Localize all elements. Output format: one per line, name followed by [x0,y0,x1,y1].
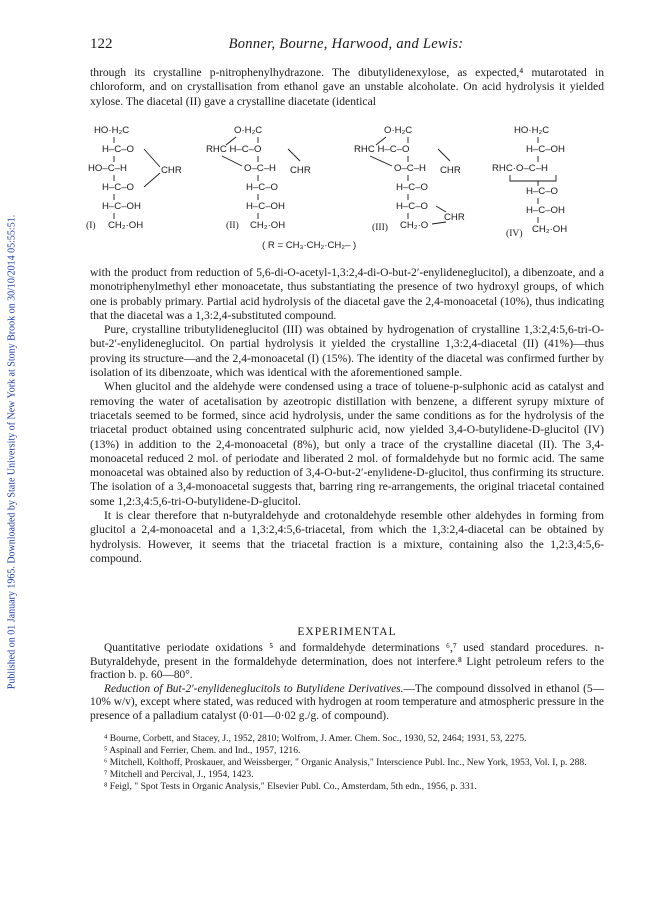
bond [438,149,450,161]
formula-III-line-2: RHC H–C–O [354,144,410,155]
formula-I-line-1: HO·H₂C [94,125,130,136]
running-head: Bonner, Bourne, Harwood, and Lewis: [228,36,464,52]
formula-III-label: (III) [372,222,388,233]
footnote-5: ⁵ Aspinall and Ferrier, Chem. and Ind., 1957, 1216. [104,745,301,756]
body-paragraph-1: with the product from reduction of 5,6-di-O-acetyl-1,3:2,4-di-O-but-2′-enylideneglucitol), a dibenzoate, and a monotriphenylmethyl ether monoacetate, thus substantiating the presence of two hydroxyl groups, of which one is probably primary. Partial acid hydrolysis of the diacetal gave the 2,4-monoacetal (10%), thus indicating that the diacetal was a 1,3:2,4-substituted compound. [90,266,604,322]
formula-II-line-1: O·H₂C [234,125,263,136]
body-paragraph-4: It is clear therefore that n-butyraldehyde and crotonaldehyde resemble other aldehydes in forming from glucitol a 2,4-monoacetal and a 1,3:2,4:5,6-triacetal, from which the 1,3:2,4-diacetal can be obtained by hydrolysis. However, it seems that the triacetal fraction is a mixture, containing also the 1,2:3,4:5,6-compound. [90,509,604,565]
experimental-paragraph-2-text: —The compound dissolved in ethanol (5—10% w/v), except where stated, was reduced with hydrogen at room temperature and atmospheric pressure in the presence of a palladium catalyst (0·01—0·02 g./g. of compound). [90,682,604,722]
bond [432,222,446,224]
bond [144,149,160,167]
formula-III-line-6: CH₂·O [400,220,429,231]
formula-II [206,125,311,231]
formula-II-line-6: CH₂·OH [250,220,286,231]
body-text [90,266,604,566]
bond [144,173,160,187]
r-definition: ( R = CH₃·CH₂·CH₂– ) [262,240,357,251]
formula-I-chr: CHR [161,165,182,176]
formula-I-line-4: H–C–O [102,182,134,193]
formula-I [86,125,182,231]
formula-II-label: (II) [226,220,239,231]
bond [222,156,242,166]
footnote-6: ⁶ Mitchell, Kolthoff, Proskauer, and Weissberger, " Organic Analysis," Interscience Publ. Inc., New York, 1953, Vol. I, p. 288. [104,757,587,768]
experimental-section [90,642,604,724]
bond [510,175,556,181]
formula-IV-label: (IV) [506,228,523,239]
bond [288,149,300,161]
body-paragraph-3: When glucitol and the aldehyde were condensed using a trace of toluene-p-sulphonic acid as catalyst and removing the water of acetalisation by azeotropic distillation with benzene, a different syrupy mixture of triacetals seemed to be formed, since acid hydrolysis, under the same conditions as for the hydrolysis of the triacetal product obtained using concentrated sulphuric acid, now yielded 3,4-O-butylidene-D-glucitol (IV) (13%) in addition to the 2,4-monoacetal (8%), but only a trace of the crystalline diacetal (II). The 3,4-monoacetal reduced 2 mol. of periodate and liberated 2 mol. of formaldehyde but no formic acid. The same monoacetal was obtained also by reduction of 3,4-O-but-2′-enylidene-D-glucitol, thus confirming its structure. The isolation of a 3,4-monoacetal suggests that, barring ring re-arrangements, the original triacetal contained some 1,2:3,4:5,6-tri-O-butylidene-D-glucitol. [90,380,604,508]
formula-II-line-4: H–C–O [246,182,278,193]
footnote-7: ⁷ Mitchell and Percival, J., 1954, 1423. [104,769,254,780]
formula-III-line-4: H–C–O [396,182,428,193]
formula-II-line-5: H–C–OH [246,201,285,212]
structural-formulas [86,120,606,256]
formula-I-line-5: H–C–OH [102,201,141,212]
footnote-4: ⁴ Bourne, Corbett, and Stacey, J., 1952, 2810; Wolfrom, J. Amer. Chem. Soc., 1930, 52, 2464; 1931, 53, 2275. [104,733,527,744]
formula-I-line-2: H–C–O [102,144,134,155]
formula-I-label: (I) [86,220,96,231]
intro-text: through its crystalline p-nitrophenylhydrazone. The dibutylidenexylose, as expected,⁴ mutarotated in chloroform, and on crystallisation from ethanol gave an unstable alcoholate. On acid hydrolysis it yielded xylose. The diacetal (II) gave a crystalline diacetate (identical [90,66,604,108]
formula-I-line-3: HO–C–H [88,163,127,174]
formula-IV-line-2: H–C–OH [526,144,565,155]
formula-III-line-5: H–C–O [396,201,428,212]
formula-drawing [86,120,606,256]
formula-III-chr-2: CHR [444,212,465,223]
section-heading-experimental: EXPERIMENTAL [297,626,397,638]
experimental-paragraph-2 [90,683,604,724]
formula-III-line-3: O–C–H [394,163,426,174]
formula-IV-line-4: H–C–O [526,186,558,197]
formula-II-line-3: O–C–H [244,163,276,174]
download-watermark [0,0,24,912]
formula-III [354,125,465,233]
download-watermark-text: Published on 01 January 1965. Downloaded by State University of New York at Stony Brook on 30/10/2014 05:55:51. [6,214,18,690]
experimental-subheading: Reduction of But-2′-enylideneglucitols to Butylidene Derivatives. [104,682,404,695]
formula-IV-line-3: RHC·O–C–H [492,163,548,174]
formula-IV-line-1: HO·H₂C [514,125,550,136]
page-number: 122 [90,36,113,52]
body-paragraph-2: Pure, crystalline tributylideneglucitol (III) was obtained by hydrogenation of crystalline 1,3:2,4:5,6-tri-O-but-2′-enylideneglucitol. On partial hydrolysis it yielded the crystalline 1,3:2,4-diacetal (II) (41%)—thus proving its structure—and the 2,4-monoacetal (I) (15%). The identity of the diacetal was confirmed further by isolation of its dibenzoate, which was identical with the aforementioned sample. [90,323,604,380]
formula-II-line-2: RHC H–C–O [206,144,262,155]
formula-II-chr: CHR [290,165,311,176]
formula-IV [492,125,567,239]
formula-IV-line-6: CH₂·OH [532,224,568,235]
formula-I-line-6: CH₂·OH [108,220,144,231]
footnotes [90,733,604,793]
footnote-8: ⁸ Feigl, " Spot Tests in Organic Analysis," Elsevier Publ. Co., Amsterdam, 5th edn., 1956, p. 331. [104,781,477,792]
formula-III-chr-1: CHR [440,165,461,176]
page-header [90,36,602,58]
experimental-paragraph-1: Quantitative periodate oxidations ⁵ and formaldehyde determinations ⁶,⁷ used standard procedures. n-Butyraldehyde, present in the formaldehyde determination, does not interfere.⁸ Light petroleum refers to the fraction b. p. 60—80°. [90,642,604,682]
formula-IV-line-5: H–C–OH [526,205,565,216]
formula-III-line-1: O·H₂C [384,125,413,136]
intro-paragraph [90,66,604,109]
bond [370,156,392,166]
